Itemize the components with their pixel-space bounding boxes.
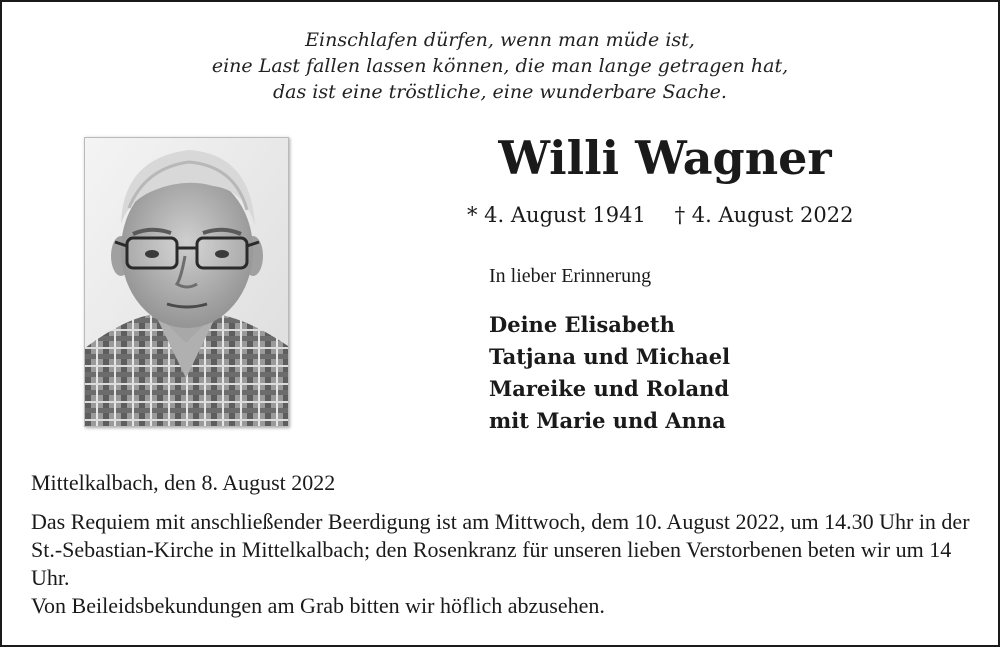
life-dates [467, 201, 853, 229]
survivor-line: Mareike und Roland [489, 376, 730, 401]
survivors-list [489, 309, 730, 437]
death-date: † 4. August 2022 [674, 203, 854, 227]
condolences-text: Von Beileidsbekundungen am Grab bitten wir höflich abzusehen. [31, 593, 605, 618]
portrait-photo [84, 137, 289, 427]
remembrance-text: In lieber Erinnerung [489, 265, 652, 287]
funeral-notice [31, 508, 976, 620]
survivor-line: mit Marie und Anna [489, 408, 726, 433]
requiem-text: Das Requiem mit anschließender Beerdigung ist am Mittwoch, dem 10. August 2022, um 14.30 Uhr in der St.-Sebastian-Kirche in Mittelkalbach; den Rosenkranz für unseren lieben Verstorbenen beten wir um 14 Uhr. [31, 509, 970, 590]
quote-line: Einschlafen dürfen, wenn man müde ist, [305, 29, 695, 51]
quote-line: eine Last fallen lassen können, die man lange getragen hat, [211, 55, 789, 77]
survivor-line: Deine Elisabeth [489, 312, 675, 337]
quote-block [0, 27, 1000, 105]
deceased-name: Willi Wagner [498, 131, 832, 185]
place-date: Mittelkalbach, den 8. August 2022 [31, 470, 336, 495]
birth-date: * 4. August 1941 [467, 203, 646, 227]
survivor-line: Tatjana und Michael [489, 344, 731, 369]
quote-line: das ist eine tröstliche, eine wunderbare Sache. [273, 81, 727, 103]
